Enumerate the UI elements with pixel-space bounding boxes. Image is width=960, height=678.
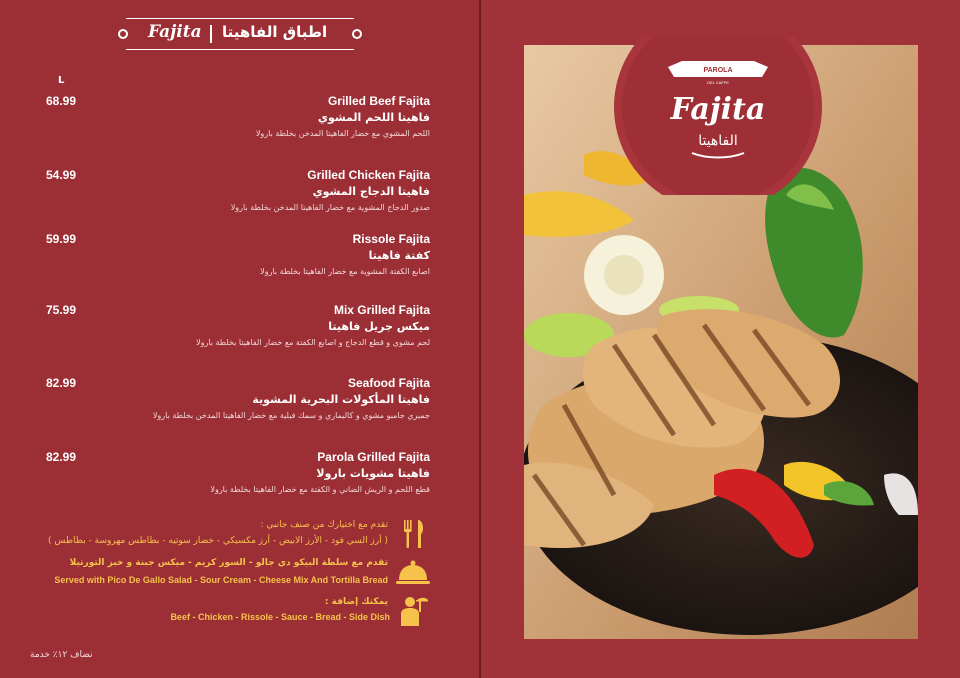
extras-options: Beef - Chicken - Rissole - Sauce - Bread - Side Dish — [170, 612, 390, 622]
menu-item — [30, 94, 430, 154]
service-charge-note: نضاف ١٢٪ خدمة — [30, 650, 93, 660]
menu-item — [30, 168, 430, 228]
item-description: جمبري جامبو مشوي و كاليماري و سمك فيلية مع خضار الفاهيتا المدخن بخلطة بارولا — [152, 411, 430, 420]
logo-brand-small: PAROLA — [703, 67, 733, 74]
logo-brand-sub: DEL CAFFE — [707, 80, 729, 85]
item-name-en: Grilled Chicken Fajita — [307, 168, 430, 182]
header-dot-right — [352, 29, 362, 39]
side-dish-intro: تقدم مع اختيارك من صنف جانبي : — [260, 520, 388, 530]
item-description: اصابع الكفتة المشوية مع خضار الفاهيتا بخلطة بارولا — [260, 267, 430, 276]
menu-item — [30, 376, 430, 436]
item-price: 75.99 — [46, 303, 77, 317]
logo-title-ar: الفاهيتا — [698, 133, 738, 149]
serving-note-ar: تقدم مع سلطة البيكو دي جالو - السور كريم - ميكس جبنة و خبز التورتيلا — [69, 558, 388, 568]
item-price: 59.99 — [46, 232, 77, 246]
header-separator — [210, 25, 212, 43]
item-name-ar: ميكس جريل فاهيتا — [328, 320, 430, 333]
logo-title-en: Fajita — [670, 92, 766, 127]
item-name-ar: فاهيتا اللحم المشوي — [317, 111, 430, 124]
cutlery-icon — [402, 518, 428, 550]
side-dish-options: ( أرز السي فود - الأرز الابيض - أرز مكسيكي - خضار سوتيه - بطاطس مهروسة - بطاطس ) — [48, 536, 388, 546]
item-name-en: Parola Grilled Fajita — [317, 450, 430, 464]
serving-note-en: Served with Pico De Gallo Salad - Sour Cream - Cheese Mix And Tortilla Bread — [54, 575, 388, 585]
item-name-en: Mix Grilled Fajita — [333, 303, 430, 317]
size-label: L — [58, 75, 65, 86]
item-name-ar: فاهيتا الدجاج المشوي — [312, 185, 430, 198]
cloche-icon — [396, 558, 430, 588]
header-line-top — [126, 18, 354, 19]
header-title: اطباق الفاهيتا — [222, 23, 328, 41]
item-name-en: Grilled Beef Fajita — [327, 94, 430, 108]
waiter-icon — [398, 594, 428, 626]
item-name-en: Rissole Fajita — [352, 232, 430, 246]
item-description: اللحم المشوي مع خضار الفاهيتا المدخن بخلطة بارولا — [255, 129, 430, 138]
header-dot-left — [118, 29, 128, 39]
item-price: 54.99 — [46, 168, 77, 182]
item-description: صدور الدجاج المشوية مع خضار الفاهيتا المدخن بخلطة بارولا — [230, 203, 430, 212]
item-price: 82.99 — [46, 376, 77, 390]
item-price: 82.99 — [46, 450, 77, 464]
item-description: قطع اللحم و الريش الضاني و الكفتة مع خضار الفاهيتا بخلطة بارولا — [210, 485, 430, 494]
item-price: 68.99 — [46, 94, 77, 108]
fajita-logo — [612, 37, 824, 195]
menu-item — [30, 450, 430, 510]
header-line-bottom — [126, 49, 354, 50]
item-name-ar: كفتة فاهيتا — [368, 249, 430, 262]
header-brand: Fajita — [148, 22, 202, 42]
extras-intro: يمكنك إضافة : — [324, 597, 388, 607]
item-name-ar: فاهيتا المأكولات البحرية المشوية — [252, 393, 430, 406]
section-header — [118, 18, 362, 50]
menu-item — [30, 232, 430, 292]
item-name-ar: فاهيتا مشويات بارولا — [316, 467, 430, 480]
menu-item — [30, 303, 430, 363]
item-name-en: Seafood Fajita — [347, 376, 430, 390]
item-description: لحم مشوي و قطع الدجاج و اصابع الكفتة مع خضار الفاهيتا بخلطة بارولا — [196, 338, 430, 347]
